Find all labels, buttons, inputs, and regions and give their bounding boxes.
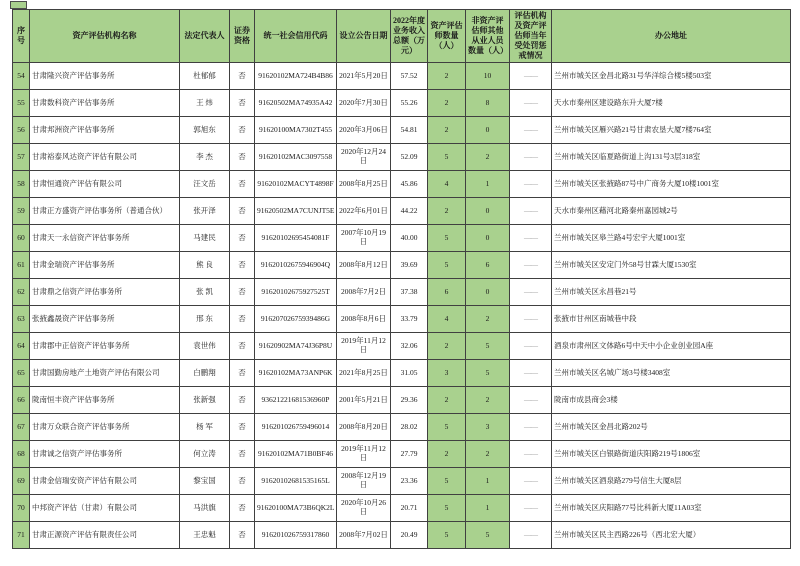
cell-other_staff: 5 [466,360,510,387]
cell-other_staff: 5 [466,522,510,549]
cell-address: 兰州市城关区酒泉路279号信生大厦8层 [552,468,791,495]
cell-announce_date: 2008年12月19日 [337,468,391,495]
cell-legal_rep: 李 杰 [180,144,230,171]
cell-serial: 58 [13,171,30,198]
cell-credit_code: 91620502MA74935A42 [255,90,337,117]
cell-announce_date: 2020年10月26日 [337,495,391,522]
cell-name: 甘肃邦洲资产评估事务所 [30,117,180,144]
table-row [13,252,791,279]
cell-other_staff: 5 [466,333,510,360]
cell-name: 甘肃金瑞资产评估事务所 [30,252,180,279]
cell-appraisers: 4 [428,306,466,333]
column-header-serial: 序号 [13,10,30,63]
cell-punishment: —— [510,414,552,441]
cell-name: 甘肃隆兴资产评估事务所 [30,63,180,90]
cell-revenue: 45.86 [391,171,428,198]
cell-securities: 否 [230,252,255,279]
cell-address: 张掖市甘州区南城巷中段 [552,306,791,333]
table-row [13,495,791,522]
cell-address: 兰州市城关区金昌北路202号 [552,414,791,441]
cell-name: 陇南恒丰资产评估事务所 [30,387,180,414]
cell-revenue: 20.49 [391,522,428,549]
table-row [13,279,791,306]
cell-credit_code: 91620102695454081F [255,225,337,252]
cell-securities: 否 [230,90,255,117]
cell-announce_date: 2019年11月12日 [337,441,391,468]
cell-other_staff: 1 [466,495,510,522]
cell-appraisers: 5 [428,252,466,279]
corner-green-box [10,1,27,9]
cell-name: 中邦资产评估（甘肃）有限公司 [30,495,180,522]
cell-other_staff: 2 [466,387,510,414]
cell-legal_rep: 张新强 [180,387,230,414]
cell-name: 甘肃裕泰风达资产评估有限公司 [30,144,180,171]
cell-appraisers: 4 [428,171,466,198]
cell-credit_code: 91620100MA7302T455 [255,117,337,144]
table-row [13,468,791,495]
cell-punishment: —— [510,198,552,225]
cell-revenue: 40.00 [391,225,428,252]
cell-name: 甘肃国勤房地产土地资产评估有限公司 [30,360,180,387]
cell-name: 甘肃正方盛资产评估事务所（普通合伙） [30,198,180,225]
cell-legal_rep: 马洪旗 [180,495,230,522]
cell-other_staff: 1 [466,171,510,198]
cell-credit_code: 91620102675946904Q [255,252,337,279]
table-row [13,306,791,333]
cell-name: 甘肃数科资产评估事务所 [30,90,180,117]
cell-credit_code: 91620102MA71B0BF46 [255,441,337,468]
cell-revenue: 55.26 [391,90,428,117]
cell-legal_rep: 王 炜 [180,90,230,117]
cell-serial: 70 [13,495,30,522]
cell-address: 天水市秦州区建设路东升大厦7楼 [552,90,791,117]
cell-announce_date: 2008年8月25日 [337,171,391,198]
cell-punishment: —— [510,90,552,117]
cell-punishment: —— [510,306,552,333]
cell-serial: 54 [13,63,30,90]
cell-credit_code: 93621221681536960P [255,387,337,414]
cell-serial: 63 [13,306,30,333]
cell-name: 甘肃恒通资产评估有限公司 [30,171,180,198]
cell-serial: 62 [13,279,30,306]
cell-revenue: 37.38 [391,279,428,306]
cell-punishment: —— [510,117,552,144]
cell-other_staff: 0 [466,117,510,144]
column-header-announce_date: 设立公告日期 [337,10,391,63]
cell-address: 兰州市城关区民主西路226号（西北宏大厦） [552,522,791,549]
cell-revenue: 39.69 [391,252,428,279]
table-header-row [13,10,791,63]
table-row [13,90,791,117]
cell-address: 兰州市城关区永昌巷21号 [552,279,791,306]
cell-serial: 65 [13,360,30,387]
cell-securities: 否 [230,522,255,549]
cell-name: 张掖鑫晟资产评估事务所 [30,306,180,333]
cell-address: 兰州市城关区金昌北路31号华洋综合楼5楼503室 [552,63,791,90]
cell-appraisers: 5 [428,144,466,171]
cell-credit_code: 91620102MA73ANP6K [255,360,337,387]
cell-securities: 否 [230,468,255,495]
cell-address: 陇南市成县商会3楼 [552,387,791,414]
cell-credit_code: 91620502MA7CUNJT5E [255,198,337,225]
cell-revenue: 44.22 [391,198,428,225]
cell-address: 兰州市城关区张掖路87号中广商务大厦10楼1001室 [552,171,791,198]
cell-address: 兰州市城关区安定门外58号甘霖大厦1530室 [552,252,791,279]
cell-credit_code: 91620702675939486G [255,306,337,333]
table-row [13,441,791,468]
cell-securities: 否 [230,360,255,387]
cell-announce_date: 2020年12月24日 [337,144,391,171]
cell-legal_rep: 张 凯 [180,279,230,306]
cell-name: 甘肃郡中正信资产评估事务所 [30,333,180,360]
cell-punishment: —— [510,252,552,279]
cell-revenue: 31.05 [391,360,428,387]
cell-other_staff: 0 [466,279,510,306]
cell-credit_code: 91620102681535165L [255,468,337,495]
table-row [13,171,791,198]
cell-punishment: —— [510,279,552,306]
cell-other_staff: 2 [466,144,510,171]
cell-revenue: 32.06 [391,333,428,360]
cell-name: 甘肃金信瑞安资产评估有限公司 [30,468,180,495]
cell-legal_rep: 袁世伟 [180,333,230,360]
cell-legal_rep: 何立涛 [180,441,230,468]
cell-legal_rep: 邢 东 [180,306,230,333]
column-header-name: 资产评估机构名称 [30,10,180,63]
cell-announce_date: 2008年7月2日 [337,279,391,306]
cell-serial: 68 [13,441,30,468]
cell-name: 甘肃天一永信资产评估事务所 [30,225,180,252]
cell-punishment: —— [510,225,552,252]
cell-appraisers: 2 [428,198,466,225]
cell-legal_rep: 白鹏翔 [180,360,230,387]
cell-appraisers: 2 [428,90,466,117]
cell-announce_date: 2008年7月02日 [337,522,391,549]
cell-securities: 否 [230,414,255,441]
cell-serial: 59 [13,198,30,225]
column-header-address: 办公地址 [552,10,791,63]
cell-other_staff: 3 [466,414,510,441]
column-header-securities: 证券资格 [230,10,255,63]
cell-other_staff: 8 [466,90,510,117]
cell-securities: 否 [230,171,255,198]
cell-punishment: —— [510,63,552,90]
cell-other_staff: 1 [466,468,510,495]
cell-other_staff: 2 [466,306,510,333]
cell-name: 甘肃诚之信资产评估事务所 [30,441,180,468]
table-row [13,63,791,90]
cell-serial: 64 [13,333,30,360]
cell-other_staff: 0 [466,225,510,252]
table-row [13,360,791,387]
cell-serial: 66 [13,387,30,414]
cell-announce_date: 2008年8月12日 [337,252,391,279]
cell-announce_date: 2008年8月6日 [337,306,391,333]
cell-appraisers: 2 [428,441,466,468]
cell-credit_code: 91620102MA724B4B86 [255,63,337,90]
cell-securities: 否 [230,387,255,414]
cell-credit_code: 91620100MA73B6QK2L [255,495,337,522]
column-header-appraisers: 资产评估师数量（人） [428,10,466,63]
cell-legal_rep: 杨 军 [180,414,230,441]
cell-address: 兰州市城关区临夏路街道上沟131号3层318室 [552,144,791,171]
cell-credit_code: 916201026759317860 [255,522,337,549]
cell-legal_rep: 张开泽 [180,198,230,225]
cell-credit_code: 916201026759496014 [255,414,337,441]
cell-revenue: 33.79 [391,306,428,333]
cell-appraisers: 5 [428,468,466,495]
cell-securities: 否 [230,225,255,252]
cell-legal_rep: 杜郁郁 [180,63,230,90]
cell-other_staff: 10 [466,63,510,90]
cell-name: 甘肃鼎之信资产评估事务所 [30,279,180,306]
cell-announce_date: 2021年5月20日 [337,63,391,90]
cell-appraisers: 5 [428,225,466,252]
cell-credit_code: 91620102MAC3097558 [255,144,337,171]
cell-credit_code: 91620902MA74J36P8U [255,333,337,360]
column-header-credit_code: 统一社会信用代码 [255,10,337,63]
cell-other_staff: 2 [466,441,510,468]
cell-appraisers: 5 [428,522,466,549]
cell-securities: 否 [230,117,255,144]
cell-legal_rep: 王忠魁 [180,522,230,549]
cell-revenue: 28.02 [391,414,428,441]
cell-other_staff: 6 [466,252,510,279]
cell-legal_rep: 黎宝国 [180,468,230,495]
cell-name: 甘肃万众联合资产评估事务所 [30,414,180,441]
cell-announce_date: 2020年7月30日 [337,90,391,117]
cell-legal_rep: 郭旭东 [180,117,230,144]
cell-address: 兰州市城关区庆阳路77号比科新大厦11A03室 [552,495,791,522]
cell-legal_rep: 熊 良 [180,252,230,279]
cell-punishment: —— [510,333,552,360]
cell-securities: 否 [230,198,255,225]
cell-serial: 67 [13,414,30,441]
cell-appraisers: 2 [428,63,466,90]
cell-appraisers: 2 [428,117,466,144]
cell-legal_rep: 马建民 [180,225,230,252]
cell-punishment: —— [510,171,552,198]
table-row [13,117,791,144]
cell-announce_date: 2021年8月25日 [337,360,391,387]
column-header-punishment: 评估机构及资产评估师当年受处罚惩戒情况 [510,10,552,63]
cell-address: 酒泉市肃州区文体路6号中天中小企业创业园A座 [552,333,791,360]
cell-announce_date: 2008年8月20日 [337,414,391,441]
cell-appraisers: 5 [428,495,466,522]
cell-securities: 否 [230,63,255,90]
cell-announce_date: 2007年10月19日 [337,225,391,252]
cell-credit_code: 91620102675927525T [255,279,337,306]
cell-serial: 57 [13,144,30,171]
cell-appraisers: 6 [428,279,466,306]
table-row [13,387,791,414]
table-row [13,198,791,225]
cell-appraisers: 2 [428,387,466,414]
cell-appraisers: 2 [428,333,466,360]
cell-other_staff: 0 [466,198,510,225]
column-header-revenue: 2022年度业务收入总额（万元） [391,10,428,63]
cell-address: 兰州市城关区名城广场3号楼3408室 [552,360,791,387]
cell-appraisers: 5 [428,414,466,441]
cell-punishment: —— [510,468,552,495]
cell-appraisers: 3 [428,360,466,387]
cell-revenue: 27.79 [391,441,428,468]
table-row [13,333,791,360]
cell-address: 兰州市城关区皋兰路4号宏宇大厦1001室 [552,225,791,252]
appraisal-institutions-table [12,9,791,549]
table-body [13,63,791,549]
column-header-legal_rep: 法定代表人 [180,10,230,63]
table-row [13,414,791,441]
cell-serial: 55 [13,90,30,117]
cell-announce_date: 2020年3月06日 [337,117,391,144]
cell-punishment: —— [510,144,552,171]
cell-revenue: 29.36 [391,387,428,414]
cell-revenue: 52.09 [391,144,428,171]
cell-punishment: —— [510,495,552,522]
cell-legal_rep: 汪文岳 [180,171,230,198]
cell-securities: 否 [230,495,255,522]
cell-serial: 71 [13,522,30,549]
cell-name: 甘肃正源资产评估有限责任公司 [30,522,180,549]
cell-serial: 61 [13,252,30,279]
cell-punishment: —— [510,522,552,549]
cell-revenue: 23.36 [391,468,428,495]
cell-revenue: 54.81 [391,117,428,144]
cell-announce_date: 2019年11月12日 [337,333,391,360]
table-row [13,144,791,171]
cell-serial: 69 [13,468,30,495]
column-header-other_staff: 非资产评估师其他从业人员数量（人） [466,10,510,63]
cell-securities: 否 [230,441,255,468]
cell-serial: 56 [13,117,30,144]
cell-securities: 否 [230,306,255,333]
cell-punishment: —— [510,441,552,468]
cell-address: 兰州市城关区白银路街道庆阳路219号1806室 [552,441,791,468]
cell-credit_code: 91620102MACYT4898F [255,171,337,198]
cell-revenue: 57.52 [391,63,428,90]
cell-address: 天水市秦州区藉河北路秦州嘉园城2号 [552,198,791,225]
cell-securities: 否 [230,279,255,306]
cell-securities: 否 [230,144,255,171]
cell-punishment: —— [510,360,552,387]
cell-address: 兰州市城关区雁兴路21号甘肃农垦大厦7楼764室 [552,117,791,144]
cell-punishment: —— [510,387,552,414]
cell-securities: 否 [230,333,255,360]
table-row [13,522,791,549]
cell-announce_date: 2001年5月21日 [337,387,391,414]
cell-announce_date: 2022年6月01日 [337,198,391,225]
cell-serial: 60 [13,225,30,252]
table-row [13,225,791,252]
cell-revenue: 20.71 [391,495,428,522]
